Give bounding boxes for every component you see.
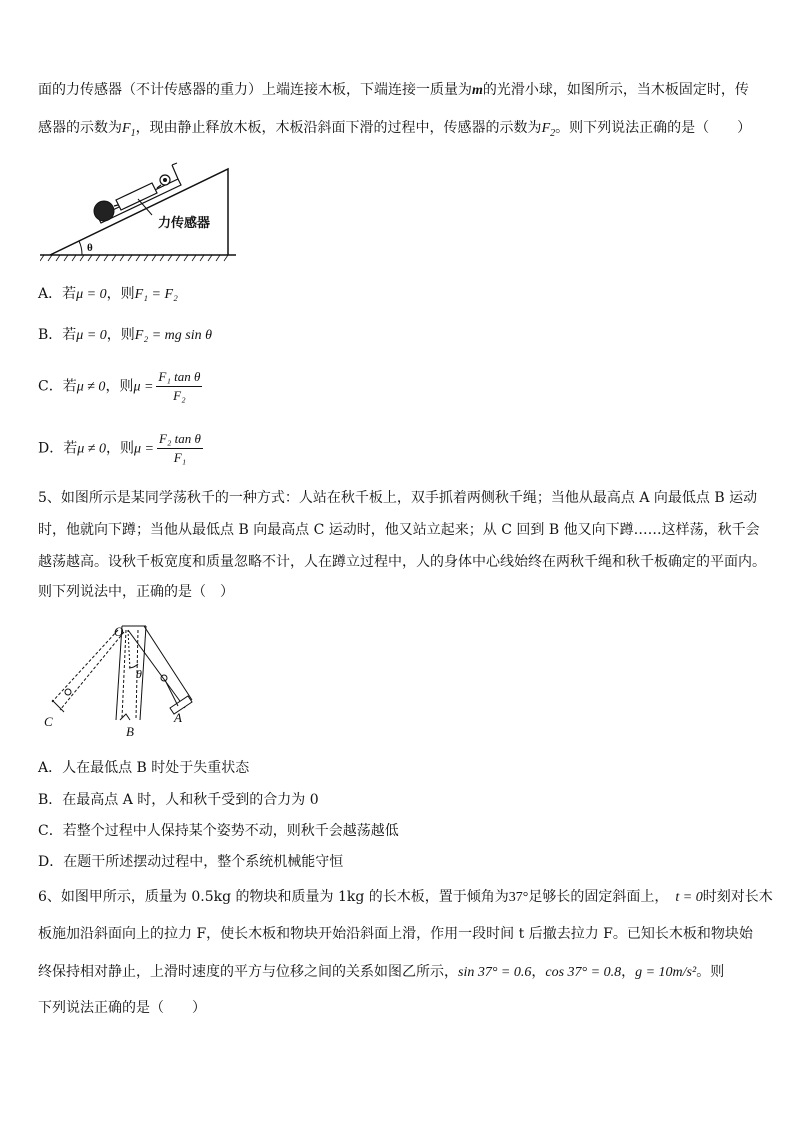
q5-line-1: 5、如图所示是某同学荡秋千的一种方式：人站在秋千板上，双手抓着两侧秋千绳；当他从最高点 A 向最低点 B 运动 [38,490,758,506]
q5-option-a[interactable]: A．人在最低点 B 时处于失重状态 [38,760,250,776]
q4-option-a[interactable]: A．若μ = 0，则F₁ = F₂ [38,286,178,302]
q4-option-b[interactable]: B．若μ = 0，则F₂ = mg sin θ [38,327,212,343]
sensor-label: 力传感器 [158,216,211,231]
theta-label: θ [87,242,93,254]
q4-option-c[interactable]: C．若μ ≠ 0，则μ = $\frac{\text{F₁ tan θ}}{\text{F₂}}$ [38,369,201,403]
q6-line-3: 终保持相对静止，上滑时速度的平方与位移之间的关系如图乙所示，sin 37° = 0.6，cos 37° = 0.8，g = 10m/s²。则 [38,964,725,980]
fraction: $\frac{\text{F₂ tan θ}}{\text{F₁}}$ [158,431,201,465]
q5-option-c[interactable]: C．若整个过程中人保持某个姿势不动，则秋千会越荡越低 [38,823,399,839]
incline-sensor-figure [40,155,240,270]
q4-option-d[interactable]: D．若μ ≠ 0，则μ = $\frac{\text{F₂ tan θ}}{\text{F₁}}$ [38,431,201,465]
q6-line-2: 板施加沿斜面向上的拉力 F，使长木板和物块开始沿斜面上滑，作用一段时间 t 后撤去拉力 F。已知长木板和物块始 [38,926,753,942]
f2-symbol: $F_2$ [541,121,556,139]
q5-option-d[interactable]: D．在题干所述摆动过程中，整个系统机械能守恒 [38,854,344,870]
fraction: $\frac{\text{F₁ tan θ}}{\text{F₂}}$ [158,369,201,403]
intro-line-1: 面的力传感器（不计传感器的重力）上端连接木板，下端连接一质量为m的光滑小球，如图所示，当木板固定时，传 [38,82,749,98]
theta-label: θ [136,667,142,681]
f1-symbol: $F_1$ [122,121,136,139]
point-a-label: A [174,710,182,725]
intro-line-2: 感器的示数为$F_1$，现由静止释放木板，木板沿斜面下滑的过程中，传感器的示数为$F_2$。则下列说法正确的是（ ） [38,120,752,139]
q5-option-b[interactable]: B．在最高点 A 时，人和秋千受到的合力为 0 [38,792,319,808]
q5-line-3: 越荡越高。设秋千板宽度和质量忽略不计，人在蹲立过程中，人的身体中心线始终在两秋千绳和秋千板确定的平面内。 [38,554,766,570]
q5-line-4: 则下列说法中，正确的是（ ） [38,584,234,600]
q6-line-1: 6、如图甲所示，质量为 0.5kg 的物块和质量为 1kg 的长木板，置于倾角为37°足够长的固定斜面上， t = 0时刻对长木 [38,889,773,905]
point-o-label: O [114,624,124,639]
mass-symbol: m [472,83,483,98]
point-c-label: C [44,714,53,729]
q5-line-2: 时，他就向下蹲；当他从最低点 B 向最高点 C 运动时，他又站立起来；从 C 回到 B 他又向下蹲……这样荡，秋千会 [38,522,760,538]
swing-figure [40,620,200,740]
point-b-label: B [126,724,134,739]
q6-line-4: 下列说法正确的是（ ） [38,1000,206,1016]
